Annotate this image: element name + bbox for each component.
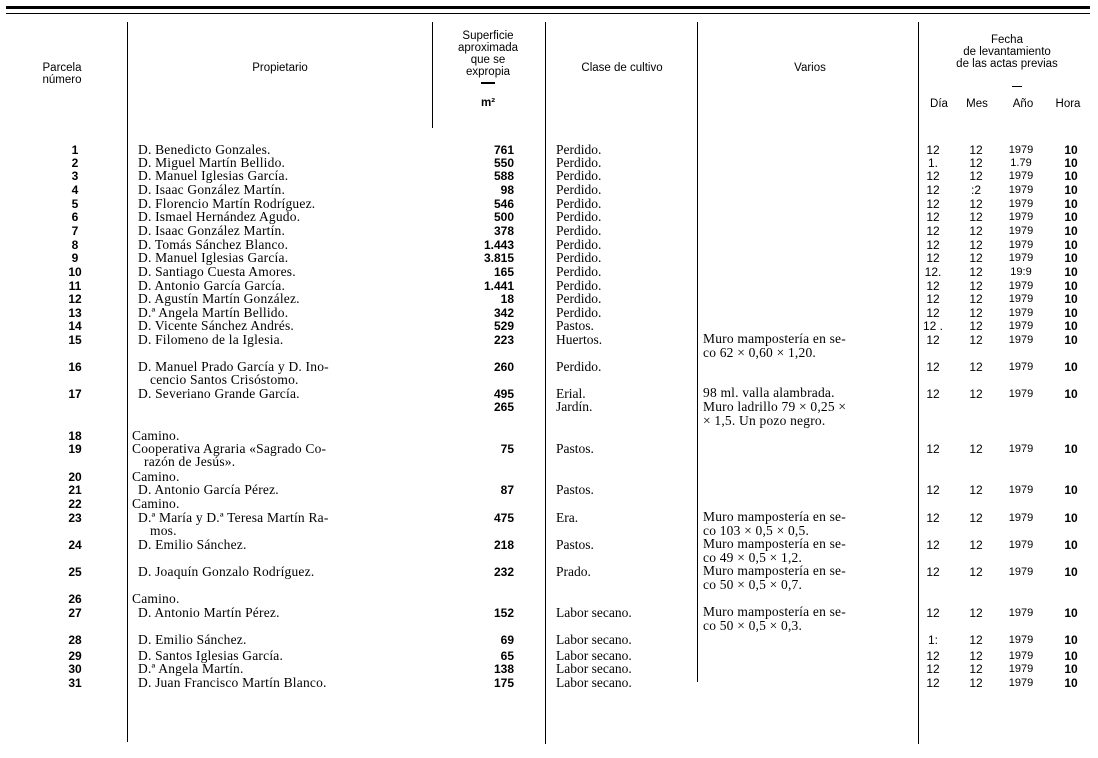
row-anio: 1979 (1008, 144, 1034, 156)
row-hora: 10 (1064, 538, 1078, 552)
row-anio: 1979 (1008, 484, 1034, 496)
row-mes: :2 (970, 183, 981, 197)
row-hora: 10 (1064, 183, 1078, 197)
header-superficie-line: aproximada (457, 42, 519, 54)
row-propietario: razón de Jesús». (144, 454, 236, 469)
row-hora: 10 (1064, 238, 1078, 252)
row-propietario: D. Severiano Grande García. (138, 386, 300, 401)
row-clase-cultivo: Perdido. (556, 278, 602, 293)
row-parcela-number: 24 (68, 538, 82, 552)
row-dia: 12 . (922, 319, 943, 333)
row-parcela-number: 9 (71, 251, 79, 265)
header-mes: Mes (966, 98, 988, 110)
row-hora: 10 (1064, 360, 1078, 374)
row-superficie: 223 (493, 333, 514, 347)
row-hora: 10 (1064, 143, 1078, 157)
row-propietario: D. Manuel Iglesias García. (138, 168, 289, 183)
row-hora: 10 (1064, 333, 1078, 347)
row-clase-cultivo: Prado. (556, 564, 591, 579)
row-parcela-number: 13 (68, 306, 82, 320)
row-mes: 12 (969, 251, 983, 265)
row-parcela-number: 5 (71, 197, 79, 211)
column-divider (127, 22, 128, 742)
row-dia: 1. (927, 156, 938, 170)
row-dia: 12 (926, 511, 940, 525)
row-clase-cultivo: Huertos. (556, 332, 603, 347)
row-superficie: 69 (500, 633, 514, 647)
row-clase-cultivo: Perdido. (556, 182, 602, 197)
row-hora: 10 (1064, 279, 1078, 293)
row-parcela-number: 11 (68, 279, 82, 293)
row-parcela-number: 19 (68, 442, 82, 456)
header-fecha (922, 34, 1092, 70)
row-hora: 10 (1064, 251, 1078, 265)
row-parcela-number: 10 (68, 265, 82, 279)
column-divider (918, 22, 919, 744)
row-hora: 10 (1064, 210, 1078, 224)
row-mes: 12 (969, 156, 983, 170)
row-propietario: D. Manuel Prado García y D. Ino- (138, 359, 329, 374)
row-dia: 12 (926, 169, 940, 183)
row-parcela-number: 14 (68, 319, 82, 333)
row-mes: 12 (969, 279, 983, 293)
row-dia: 12 (926, 565, 940, 579)
row-propietario: D. Isaac González Martín. (138, 182, 286, 197)
row-superficie: 98 (500, 183, 514, 197)
row-parcela-number: 17 (68, 387, 82, 401)
row-varios: Muro mampostería en se- (703, 509, 846, 524)
row-dia: 12 (926, 442, 940, 456)
row-varios: co 49 × 0,5 × 1,2. (703, 550, 803, 565)
row-anio: 1979 (1008, 677, 1034, 689)
header-superficie (441, 30, 535, 78)
row-superficie: 138 (493, 662, 514, 676)
row-clase-cultivo: Labor secano. (556, 605, 632, 620)
row-clase-cultivo: Erial. (556, 386, 586, 401)
row-hora: 10 (1064, 662, 1078, 676)
row-varios: Muro ladrillo 79 × 0,25 × (703, 399, 847, 414)
row-propietario: D. Emilio Sánchez. (138, 632, 247, 647)
header-parcela-line: número (42, 74, 82, 86)
row-mes: 12 (969, 210, 983, 224)
top-rule-thick (6, 6, 1090, 9)
header-dia: Día (930, 98, 948, 110)
row-parcela-number: 28 (68, 633, 82, 647)
row-mes: 12 (969, 319, 983, 333)
row-superficie: 588 (493, 169, 514, 183)
row-propietario: D.ª Angela Martín. (138, 661, 244, 676)
header-parcela (22, 62, 102, 86)
top-rule-thin (6, 13, 1090, 14)
row-dia: 12 (926, 306, 940, 320)
row-propietario: D. Antonio García García. (138, 278, 286, 293)
row-propietario: D. Vicente Sánchez Andrés. (138, 318, 294, 333)
row-superficie: 165 (493, 265, 514, 279)
row-propietario: D. Santiago Cuesta Amores. (138, 264, 296, 279)
row-hora: 10 (1064, 265, 1078, 279)
row-superficie: 3.815 (483, 251, 514, 265)
row-anio: 1979 (1008, 225, 1034, 237)
row-dia: 12 (926, 210, 940, 224)
row-anio: 1979 (1008, 211, 1034, 223)
row-clase-cultivo: Perdido. (556, 264, 602, 279)
row-varios: Muro mampostería en se- (703, 331, 846, 346)
row-mes: 12 (969, 265, 983, 279)
row-hora: 10 (1064, 319, 1078, 333)
row-dia: 12 (926, 360, 940, 374)
row-dia: 12 (926, 606, 940, 620)
row-anio: 1979 (1008, 388, 1034, 400)
row-varios: co 62 × 0,60 × 1,20. (703, 345, 816, 360)
row-anio: 1979 (1008, 252, 1034, 264)
row-superficie: 529 (493, 319, 514, 333)
row-propietario: D. Isaac González Martín. (138, 223, 286, 238)
row-mes: 12 (969, 169, 983, 183)
row-varios: Muro mampostería en se- (703, 536, 846, 551)
row-clase-cultivo: Jardín. (556, 399, 593, 414)
row-propietario: D. Benedicto Gonzales. (138, 142, 271, 157)
row-varios: Muro mampostería en se- (703, 604, 846, 619)
row-dia: 12. (924, 265, 942, 279)
row-propietario: cencio Santos Crisóstomo. (150, 372, 299, 387)
row-mes: 12 (969, 649, 983, 663)
row-superficie: 232 (493, 565, 514, 579)
row-mes: 12 (969, 538, 983, 552)
row-clase-cultivo: Perdido. (556, 359, 602, 374)
row-anio: 1979 (1008, 650, 1034, 662)
row-dia: 12 (926, 279, 940, 293)
row-clase-cultivo: Labor secano. (556, 648, 632, 663)
row-hora: 10 (1064, 511, 1078, 525)
row-anio: 1979 (1008, 198, 1034, 210)
row-mes: 12 (969, 565, 983, 579)
row-parcela-number: 1 (71, 143, 79, 157)
row-superficie: 378 (493, 224, 514, 238)
row-propietario: D. Joaquín Gonzalo Rodríguez. (138, 564, 315, 579)
row-clase-cultivo: Perdido. (556, 168, 602, 183)
row-anio: 1979 (1008, 634, 1034, 646)
header-propietario: Propietario (252, 62, 308, 74)
row-clase-cultivo: Perdido. (556, 155, 602, 170)
column-divider (432, 22, 433, 128)
row-mes: 12 (969, 662, 983, 676)
row-clase-cultivo: Perdido. (556, 223, 602, 238)
row-hora: 10 (1064, 649, 1078, 663)
row-propietario: D.ª María y D.ª Teresa Martín Ra- (138, 510, 329, 525)
row-hora: 10 (1064, 442, 1078, 456)
row-propietario: D. Antonio García Pérez. (138, 482, 279, 497)
row-anio: 1979 (1008, 361, 1034, 373)
row-propietario: D. Emilio Sánchez. (138, 537, 247, 552)
row-dia: 12 (926, 649, 940, 663)
row-superficie: 65 (500, 649, 514, 663)
row-mes: 12 (969, 633, 983, 647)
row-hora: 10 (1064, 224, 1078, 238)
row-dia: 12 (926, 333, 940, 347)
row-varios: co 50 × 0,5 × 0,7. (703, 577, 803, 592)
row-clase-cultivo: Pastos. (556, 482, 594, 497)
row-mes: 12 (969, 483, 983, 497)
row-superficie: 175 (493, 676, 514, 690)
row-anio: 1979 (1008, 663, 1034, 675)
header-anio: Año (1012, 98, 1034, 110)
row-parcela-number: 2 (71, 156, 79, 170)
row-dia: 1: (927, 633, 938, 647)
row-superficie: 550 (493, 156, 514, 170)
row-anio: 1979 (1008, 539, 1034, 551)
row-anio: 1979 (1008, 320, 1034, 332)
row-hora: 10 (1064, 676, 1078, 690)
row-superficie: 1.441 (483, 279, 514, 293)
row-propietario: Cooperativa Agraria «Sagrado Co- (132, 441, 327, 456)
row-parcela-number: 23 (68, 511, 82, 525)
row-mes: 12 (969, 511, 983, 525)
row-superficie: 218 (493, 538, 514, 552)
row-dia: 12 (926, 143, 940, 157)
header-superficie-dash (481, 82, 495, 84)
row-parcela-number: 16 (68, 360, 82, 374)
row-clase-cultivo: Perdido. (556, 305, 602, 320)
row-clase-cultivo: Pastos. (556, 318, 594, 333)
row-clase-cultivo: Perdido. (556, 237, 602, 252)
row-mes: 12 (969, 292, 983, 306)
row-propietario: D. Antonio Martín Pérez. (138, 605, 280, 620)
row-dia: 12 (926, 662, 940, 676)
row-propietario: D. Juan Francisco Martín Blanco. (138, 675, 327, 690)
row-hora: 10 (1064, 483, 1078, 497)
row-clase-cultivo: Labor secano. (556, 675, 632, 690)
row-parcela-number: 22 (68, 497, 82, 511)
row-parcela-number: 27 (68, 606, 82, 620)
row-superficie: 475 (493, 511, 514, 525)
row-varios: × 1,5. Un pozo negro. (703, 413, 826, 428)
row-anio: 1979 (1008, 334, 1034, 346)
row-clase-cultivo: Labor secano. (556, 661, 632, 676)
row-mes: 12 (969, 676, 983, 690)
row-superficie: 18 (500, 292, 514, 306)
row-superficie: 152 (493, 606, 514, 620)
row-mes: 12 (969, 360, 983, 374)
row-superficie: 500 (493, 210, 514, 224)
row-parcela-number: 29 (68, 649, 82, 663)
row-clase-cultivo: Labor secano. (556, 632, 632, 647)
header-fecha-line: de las actas previas (956, 58, 1058, 70)
row-parcela-number: 8 (71, 238, 79, 252)
row-superficie: 1.443 (483, 238, 514, 252)
row-dia: 12 (926, 251, 940, 265)
row-anio: 1979 (1008, 512, 1034, 524)
row-clase-cultivo: Era. (556, 510, 579, 525)
row-propietario: D. Manuel Iglesias García. (138, 250, 289, 265)
row-anio: 1979 (1008, 184, 1034, 196)
header-superficie-line: expropia (465, 66, 511, 78)
row-dia: 12 (926, 197, 940, 211)
row-propietario: D. Agustín Martín González. (138, 291, 300, 306)
row-parcela-number: 21 (68, 483, 82, 497)
row-parcela-number: 6 (71, 210, 79, 224)
row-parcela-number: 4 (71, 183, 79, 197)
row-clase-cultivo: Pastos. (556, 441, 594, 456)
row-anio: 1979 (1008, 607, 1034, 619)
row-propietario: D.ª Angela Martín Bellido. (138, 305, 289, 320)
row-clase-cultivo: Perdido. (556, 250, 602, 265)
row-mes: 12 (969, 306, 983, 320)
row-anio: 1979 (1008, 566, 1034, 578)
column-divider (545, 22, 546, 744)
row-mes: 12 (969, 238, 983, 252)
row-parcela-number: 15 (68, 333, 82, 347)
column-divider (697, 22, 698, 682)
row-hora: 10 (1064, 306, 1078, 320)
row-hora: 10 (1064, 606, 1078, 620)
header-fecha-line: Fecha (991, 34, 1023, 46)
row-superficie: 342 (493, 306, 514, 320)
row-superficie: 260 (493, 360, 514, 374)
row-mes: 12 (969, 333, 983, 347)
row-dia: 12 (926, 292, 940, 306)
row-dia: 12 (926, 183, 940, 197)
row-mes: 12 (969, 606, 983, 620)
row-hora: 10 (1064, 197, 1078, 211)
row-dia: 12 (926, 238, 940, 252)
row-superficie: 265 (493, 400, 514, 414)
row-dia: 12 (926, 387, 940, 401)
row-superficie: 495 (493, 387, 514, 401)
header-varios: Varios (794, 62, 826, 74)
row-anio: 1.79 (1010, 157, 1032, 169)
row-parcela-number: 25 (68, 565, 82, 579)
row-anio: 1979 (1008, 293, 1034, 305)
row-dia: 12 (926, 483, 940, 497)
row-propietario: D. Santos Iglesias García. (138, 648, 284, 663)
row-propietario: D. Tomás Sánchez Blanco. (138, 237, 289, 252)
row-mes: 12 (969, 197, 983, 211)
row-anio: 1979 (1008, 443, 1034, 455)
row-superficie: 87 (500, 483, 514, 497)
row-parcela-number: 18 (68, 429, 82, 443)
row-superficie: 546 (493, 197, 514, 211)
row-clase-cultivo: Perdido. (556, 291, 602, 306)
row-varios: co 50 × 0,5 × 0,3. (703, 618, 803, 633)
row-propietario: mos. (150, 523, 177, 538)
row-parcela-number: 30 (68, 662, 82, 676)
row-hora: 10 (1064, 633, 1078, 647)
header-hora: Hora (1055, 98, 1081, 110)
header-clase: Clase de cultivo (581, 62, 663, 74)
row-anio: 1979 (1008, 307, 1034, 319)
row-dia: 12 (926, 676, 940, 690)
header-superficie-line: que se (470, 54, 506, 66)
row-parcela-number: 12 (68, 292, 82, 306)
row-dia: 12 (926, 538, 940, 552)
header-fecha-dash (1012, 86, 1022, 87)
header-fecha-line: de levantamiento (963, 46, 1051, 58)
row-anio: 1979 (1008, 170, 1034, 182)
row-parcela-number: 3 (71, 169, 79, 183)
row-hora: 10 (1064, 169, 1078, 183)
row-propietario: Camino. (132, 428, 180, 443)
row-clase-cultivo: Pastos. (556, 537, 594, 552)
row-hora: 10 (1064, 387, 1078, 401)
row-hora: 10 (1064, 292, 1078, 306)
row-parcela-number: 26 (68, 592, 82, 606)
row-superficie: 761 (493, 143, 514, 157)
row-clase-cultivo: Perdido. (556, 209, 602, 224)
header-superficie-line: Superficie (462, 30, 514, 42)
row-varios: Muro mampostería en se- (703, 563, 846, 578)
row-parcela-number: 7 (71, 224, 79, 238)
row-mes: 12 (969, 387, 983, 401)
row-propietario: Camino. (132, 469, 180, 484)
row-anio: 1979 (1008, 239, 1034, 251)
row-clase-cultivo: Perdido. (556, 142, 602, 157)
row-parcela-number: 20 (68, 470, 82, 484)
row-mes: 12 (969, 224, 983, 238)
row-propietario: D. Florencio Martín Rodríguez. (138, 196, 316, 211)
row-parcela-number: 31 (68, 676, 82, 690)
row-anio: 19:9 (1010, 266, 1032, 278)
row-hora: 10 (1064, 156, 1078, 170)
header-parcela-line: Parcela (42, 62, 82, 74)
row-propietario: D. Filomeno de la Iglesia. (138, 332, 284, 347)
row-varios: 98 ml. valla alambrada. (703, 385, 835, 400)
row-mes: 12 (969, 442, 983, 456)
row-hora: 10 (1064, 565, 1078, 579)
row-propietario: Camino. (132, 591, 180, 606)
row-propietario: Camino. (132, 496, 180, 511)
row-anio: 1979 (1008, 280, 1034, 292)
row-dia: 12 (926, 224, 940, 238)
row-varios: co 103 × 0,5 × 0,5. (703, 523, 810, 538)
header-unit: m² (480, 97, 496, 109)
row-superficie: 75 (500, 442, 514, 456)
row-clase-cultivo: Perdido. (556, 196, 602, 211)
row-mes: 12 (969, 143, 983, 157)
row-propietario: D. Miguel Martín Bellido. (138, 155, 286, 170)
row-propietario: D. Ismael Hernández Agudo. (138, 209, 301, 224)
